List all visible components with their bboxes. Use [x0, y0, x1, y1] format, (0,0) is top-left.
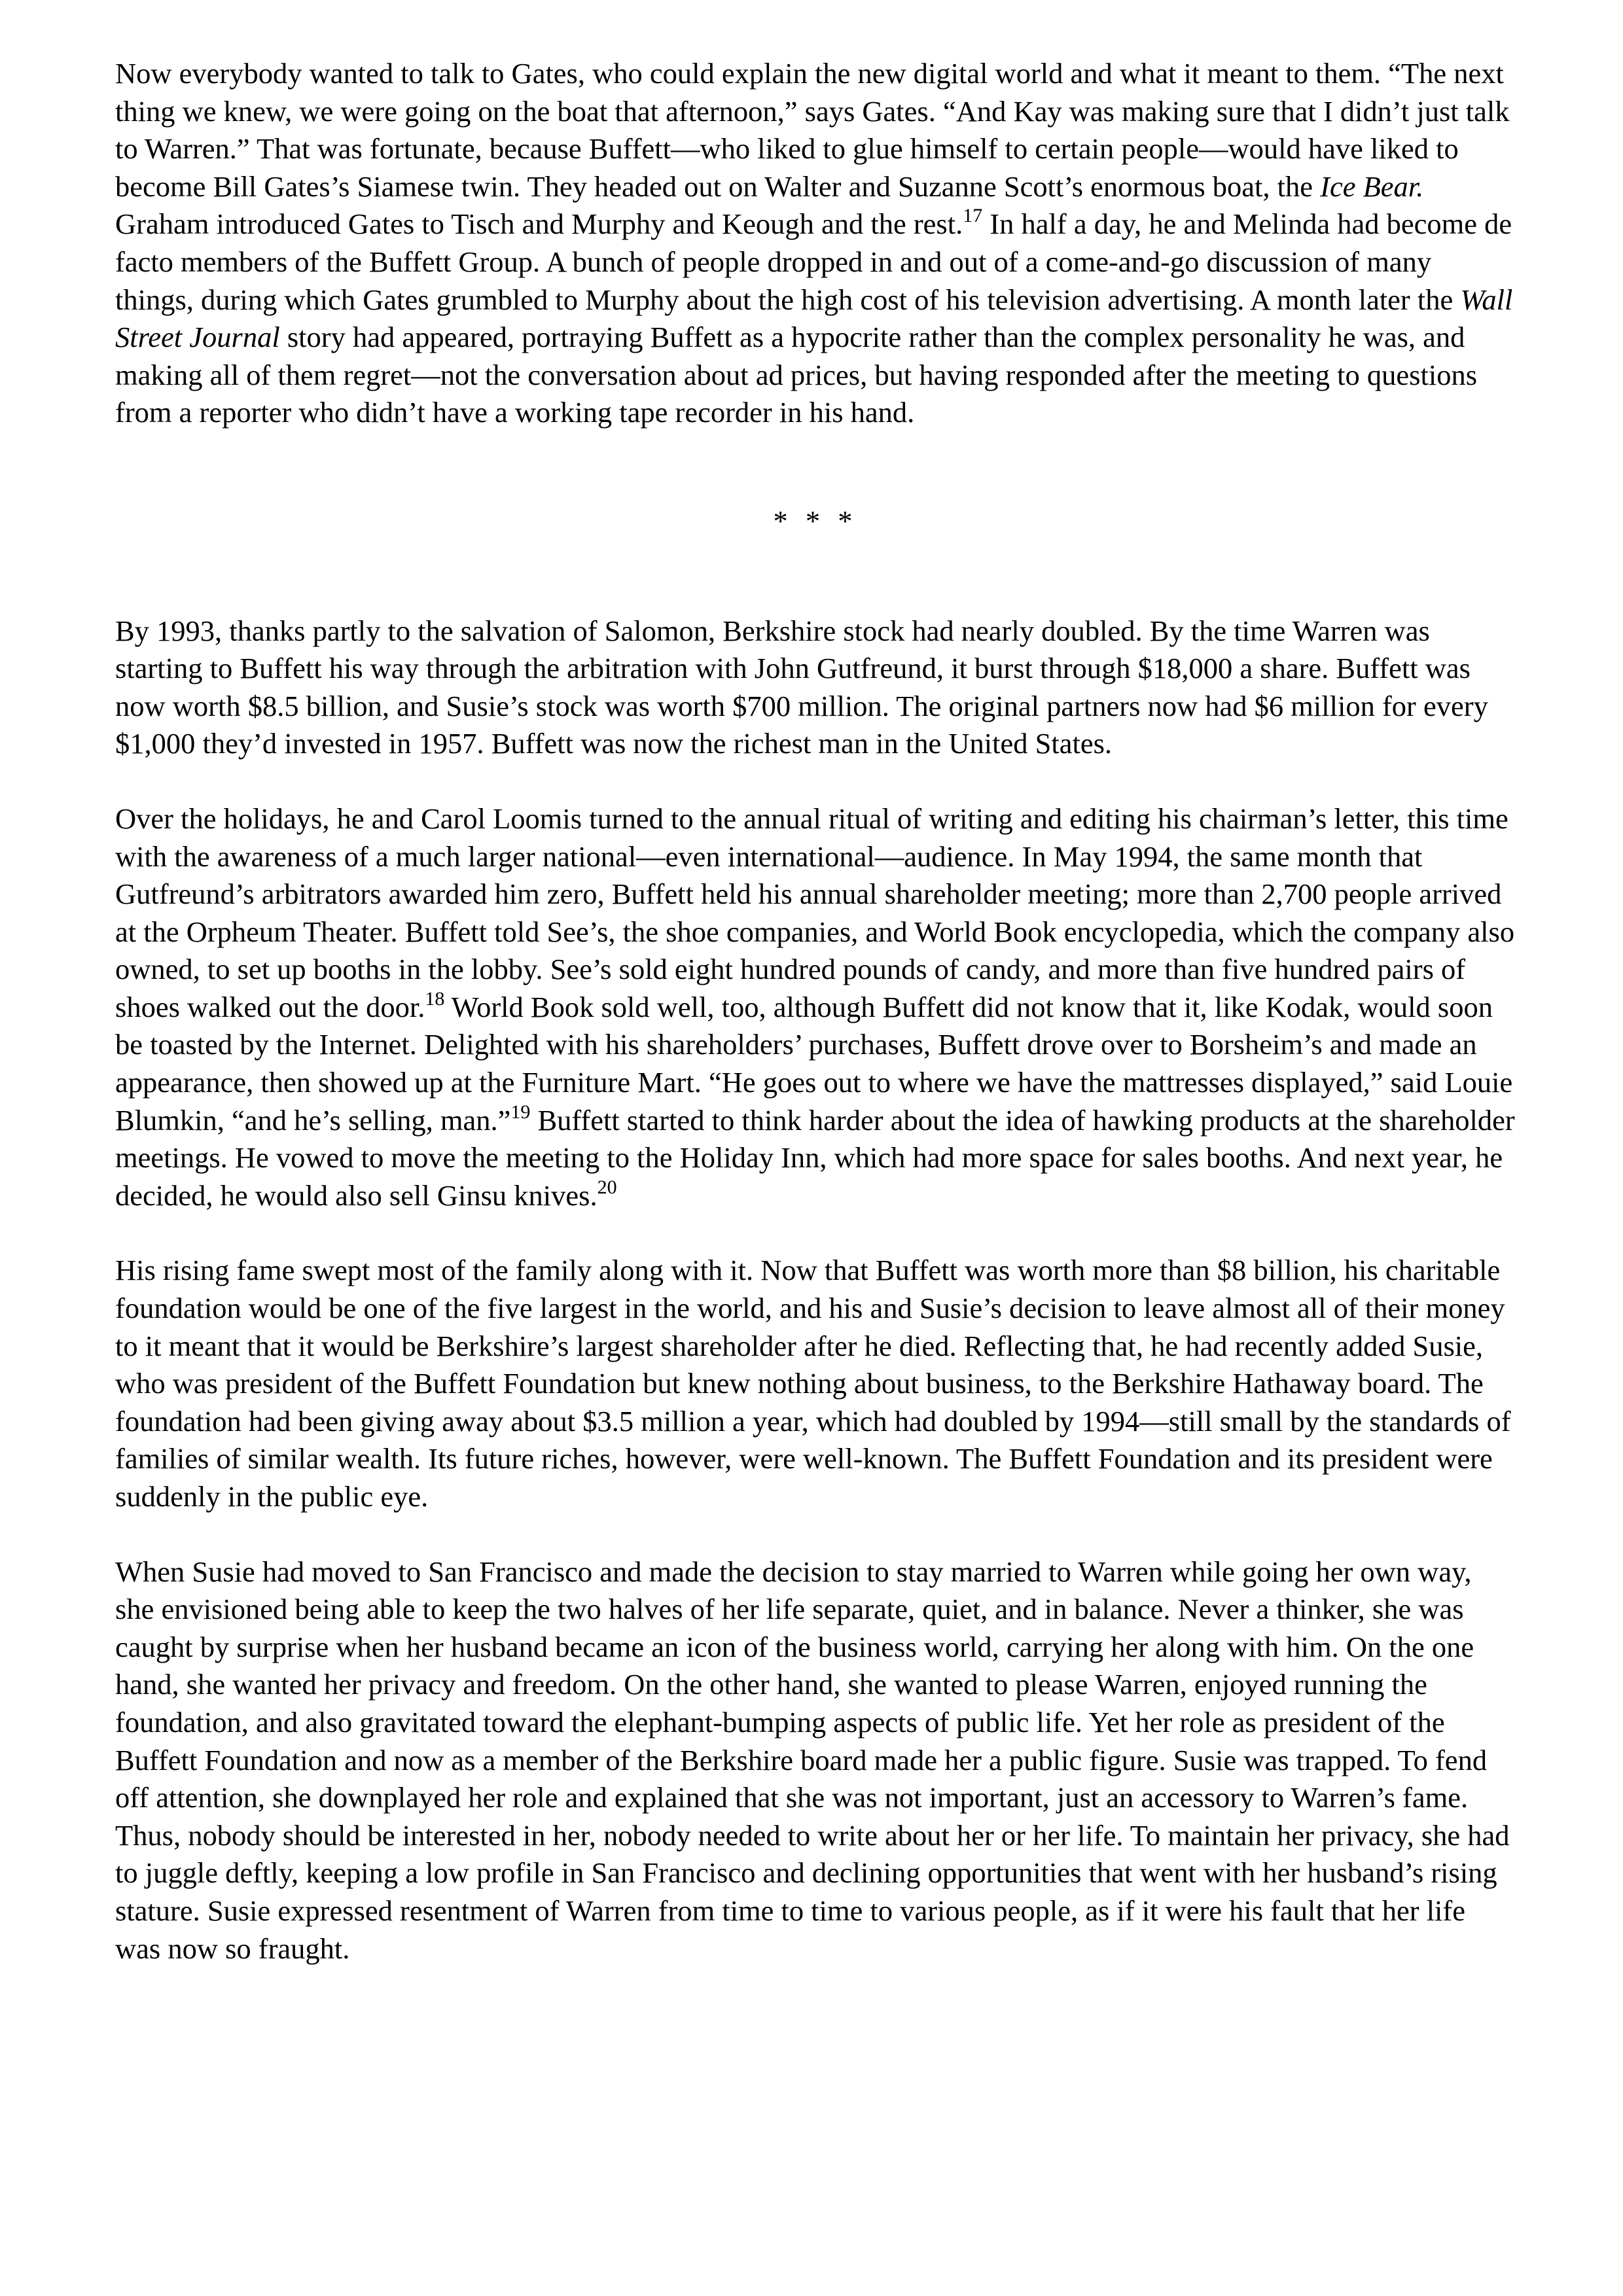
footnote-marker-17: 17: [963, 205, 983, 227]
wall-street-journal-title: Wall Street Journal: [115, 283, 1513, 354]
paragraph-3-text-b: World Book sold well, too, although Buffett did not know that it, like Kodak, would soon be toasted by the Internet. Delighted with his shareholders’ purchases, Buffett drove over to Borsheim’s and made an appearance, then showed up at the Furniture Mart. “He goes out to where we have the mattresses displayed,” said Louie Blumkin, “and he’s selling, man.”: [115, 990, 1513, 1137]
ice-bear-title: Ice Bear.: [1320, 169, 1424, 203]
paragraph-5: When Susie had moved to San Francisco and made the decision to stay married to Warren while going her own way, she envisioned being able to keep the two halves of her life separate, quiet, and in balance. Never a thinker, she was caught by surprise when her husband became an icon of the business world, carrying her along with him. On the one hand, she wanted her privacy and freedom. On the other hand, she wanted to please Warren, enjoyed running the foundation, and also gravitated toward the elephant-bumping aspects of public life. Yet her role as president of the Buffett Foundation and now as a member of the Berkshire board made her a public figure. Susie was trapped. To fend off attention, she downplayed her role and explained that she was not important, just an accessory to Warren’s fame. Thus, nobody should be interested in her, nobody needed to write about her or her life. To maintain her privacy, she had to juggle deftly, keeping a low profile in San Francisco and declining opportunities that went with her husband’s rising stature. Susie expressed resentment of Warren from time to time to various people, as if it were his fault that her life was now so fraught.: [115, 1555, 1510, 1965]
paragraph-1: [115, 55, 1516, 432]
paragraph-2: By 1993, thanks partly to the salvation of Salomon, Berkshire stock had nearly doubled. By the time Warren was starting to Buffett his way through the arbitration with John Gutfreund, it burst through $18,000 a share. Buffett was now worth $8.5 billion, and Susie’s stock was worth $700 million. The original partners now had $6 million for every $1,000 they’d invested in 1957. Buffett was now the richest man in the United States.: [115, 614, 1488, 760]
paragraph-1-text-c: Graham introduced Gates to Tisch and Murphy and Keough and the rest.: [115, 207, 963, 241]
paragraph-1-text-d: In half a day, he and Melinda had become de facto members of the Buffett Group. A bunch of people dropped in and out of a come-and-go discussion of many things, during which Gates grumbled to Murphy about the high cost of his television advertising. A month later the: [115, 207, 1512, 316]
footnote-marker-18: 18: [425, 987, 445, 1010]
paragraph-3: [115, 800, 1516, 1215]
paragraph-1-text-a: Now everybody wanted to talk to Gates, who could explain the new digital world and what it meant to them. “The next thing we knew, we were going on the boat that afternoon,” says Gates. “And Kay was making sure that I didn’t just talk to Warren.” That was fortunate, because Buffett—who liked to glue himself to certain people—would have liked to become Bill Gates’s Siamese twin. They headed out on Walter and Suzanne Scott’s enormous boat, the: [115, 57, 1510, 203]
footnote-marker-20: 20: [597, 1176, 617, 1198]
paragraph-4: His rising fame swept most of the family along with it. Now that Buffett was worth more than $8 billion, his charitable foundation would be one of the five largest in the world, and his and Susie’s decision to leave almost all of their money to it meant that it would be Berkshire’s largest shareholder after he died. Reflecting that, he had recently added Susie, who was president of the Buffett Foundation but knew nothing about business, to the Berkshire Hathaway board. The foundation had been giving away about $3.5 million a year, which had doubled by 1994—still small by the standards of families of similar wealth. Its future riches, however, were well-known. The Buffett Foundation and its president were suddenly in the public eye.: [115, 1254, 1511, 1513]
footnote-marker-19: 19: [510, 1101, 531, 1123]
paragraph-3-text-c: Buffett started to think harder about the idea of hawking products at the shareholder meetings. He vowed to move the meeting to the Holiday Inn, which had more space for sales booths. And next year, he decided, he would also sell Ginsu knives.: [115, 1103, 1515, 1212]
paragraph-3-text-a: Over the holidays, he and Carol Loomis turned to the annual ritual of writing and editing his chairman’s letter, this time with the awareness of a much larger national—even international—audience. In May 1994, the same month that Gutfreund’s arbitrators awarded him zero, Buffett held his annual shareholder meeting; more than 2,700 people arrived at the Orpheum Theater. Buffett told See’s, the shoe companies, and World Book encyclopedia, which the company also owned, to set up booths in the lobby. See’s sold eight hundred pounds of candy, and more than five hundred pairs of shoes walked out the door.: [115, 802, 1515, 1023]
document-page: [115, 55, 1516, 1968]
paragraph-1-text-f: story had appeared, portraying Buffett as a hypocrite rather than the complex personality he was, and making all of them regret—not the conversation about ad prices, but having responded after the meeting to questions from a reporter who didn’t have a working tape recorder in his hand.: [115, 321, 1478, 429]
section-separator: * * *: [773, 504, 858, 537]
